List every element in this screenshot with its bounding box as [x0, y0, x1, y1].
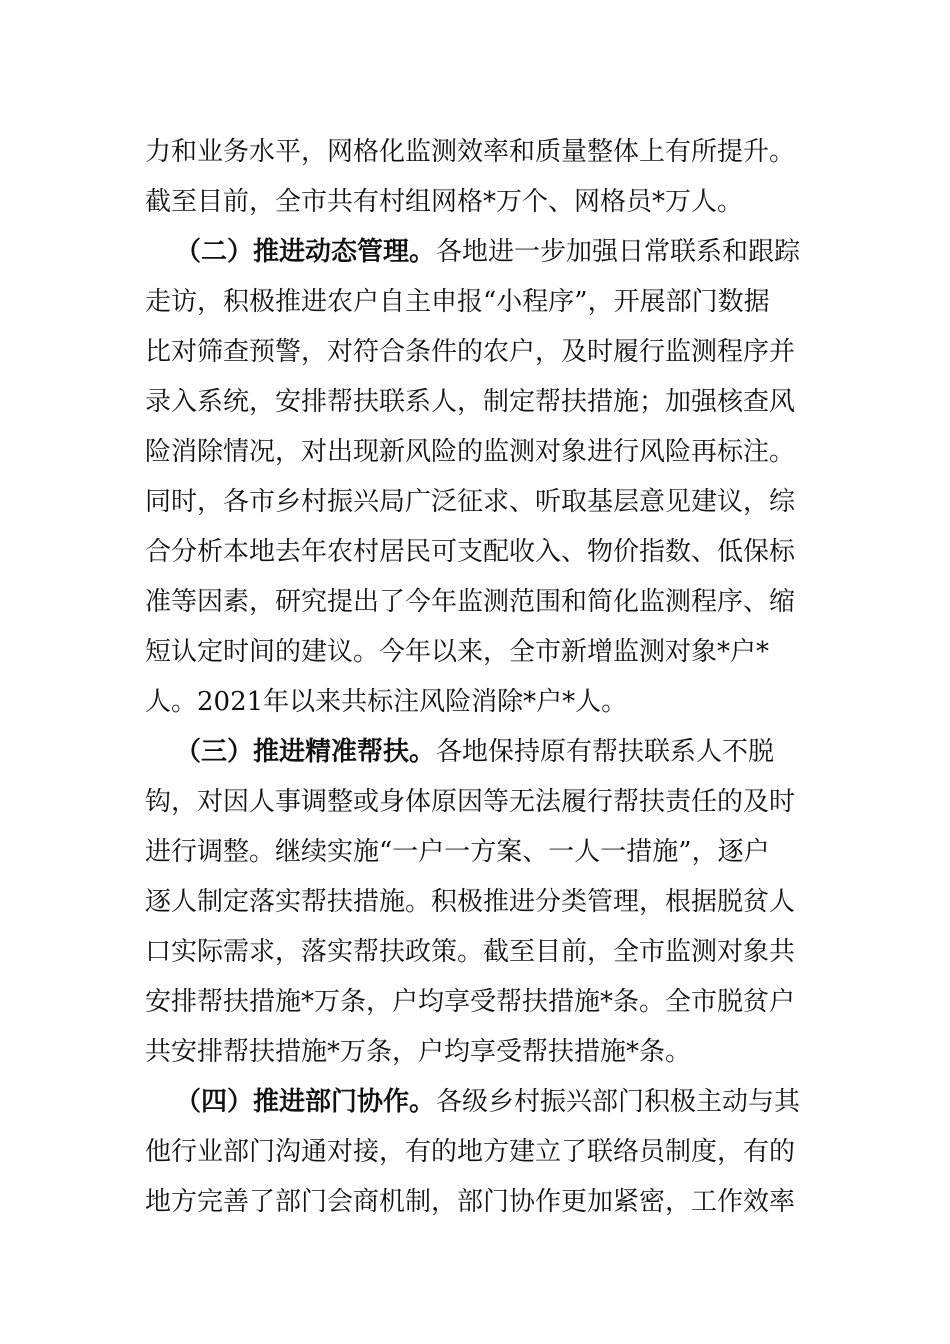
text-line: [0, 232, 950, 272]
text-line: [0, 532, 950, 572]
body-text: 短认定时间的建议。今年以来，全市新增监测对象*户*: [145, 637, 770, 667]
text-line: [0, 732, 950, 772]
body-text: 他行业部门沟通对接，有的地方建立了联络员制度，有的: [145, 1137, 796, 1167]
text-line: [0, 982, 950, 1022]
body-text: 各级乡村振兴部门积极主动与其: [436, 1087, 801, 1117]
text-line: [0, 632, 950, 672]
text-line: [0, 282, 950, 322]
body-text: 比对筛查预警，对符合条件的农户，及时履行监测程序并: [145, 337, 796, 367]
body-text: 逐人制定落实帮扶措施。积极推进分类管理，根据脱贫人: [145, 887, 796, 917]
text-line: [0, 432, 950, 472]
section-heading: （二）推进动态管理。: [175, 237, 436, 267]
body-text: 进行调整。继续实施“一户一方案、一人一措施”，逐户: [145, 837, 770, 867]
body-text: 截至目前，全市共有村组网格*万个、网格员*万人。: [145, 187, 744, 217]
body-text: 共安排帮扶措施*万条，户均享受帮扶措施*条。: [145, 1037, 692, 1067]
text-line: [0, 582, 950, 622]
text-line: [0, 832, 950, 872]
text-line: [0, 682, 950, 722]
text-line: [0, 332, 950, 372]
section-heading: （三）推进精准帮扶。: [175, 737, 436, 767]
body-text: 同时，各市乡村振兴局广泛征求、听取基层意见建议，综: [145, 487, 796, 517]
body-text: 走访，积极推进农户自主申报“小程序”，开展部门数据: [145, 287, 770, 317]
body-text: 钩，对因人事调整或身体原因等无法履行帮扶责任的及时: [145, 787, 796, 817]
text-line: [0, 182, 950, 222]
text-line: [0, 1082, 950, 1122]
body-text: 力和业务水平，网格化监测效率和质量整体上有所提升。: [145, 137, 796, 167]
text-line: [0, 932, 950, 972]
text-line: [0, 1132, 950, 1172]
body-text: 各地进一步加强日常联系和跟踪: [436, 237, 801, 267]
body-text: 口实际需求，落实帮扶政策。截至目前，全市监测对象共: [145, 937, 796, 967]
body-text: 安排帮扶措施*万条，户均享受帮扶措施*条。全市脱贫户: [145, 987, 796, 1017]
body-text: 准等因素，研究提出了今年监测范围和简化监测程序、缩: [145, 587, 796, 617]
body-text: 险消除情况，对出现新风险的监测对象进行风险再标注。: [145, 437, 796, 467]
body-text: 录入系统，安排帮扶联系人，制定帮扶措施；加强核查风: [145, 387, 796, 417]
body-text: 地方完善了部门会商机制，部门协作更加紧密，工作效率: [145, 1187, 796, 1217]
body-text: 合分析本地去年农村居民可支配收入、物价指数、低保标: [145, 537, 796, 567]
text-line: [0, 482, 950, 522]
text-line: [0, 882, 950, 922]
body-text: 各地保持原有帮扶联系人不脱: [436, 737, 775, 767]
text-line: [0, 1032, 950, 1072]
body-text: 人。2021年以来共标注风险消除*户*人。: [145, 687, 628, 717]
text-line: [0, 132, 950, 172]
text-line: [0, 1182, 950, 1222]
text-line: [0, 782, 950, 822]
text-line: [0, 382, 950, 422]
section-heading: （四）推进部门协作。: [175, 1087, 436, 1117]
